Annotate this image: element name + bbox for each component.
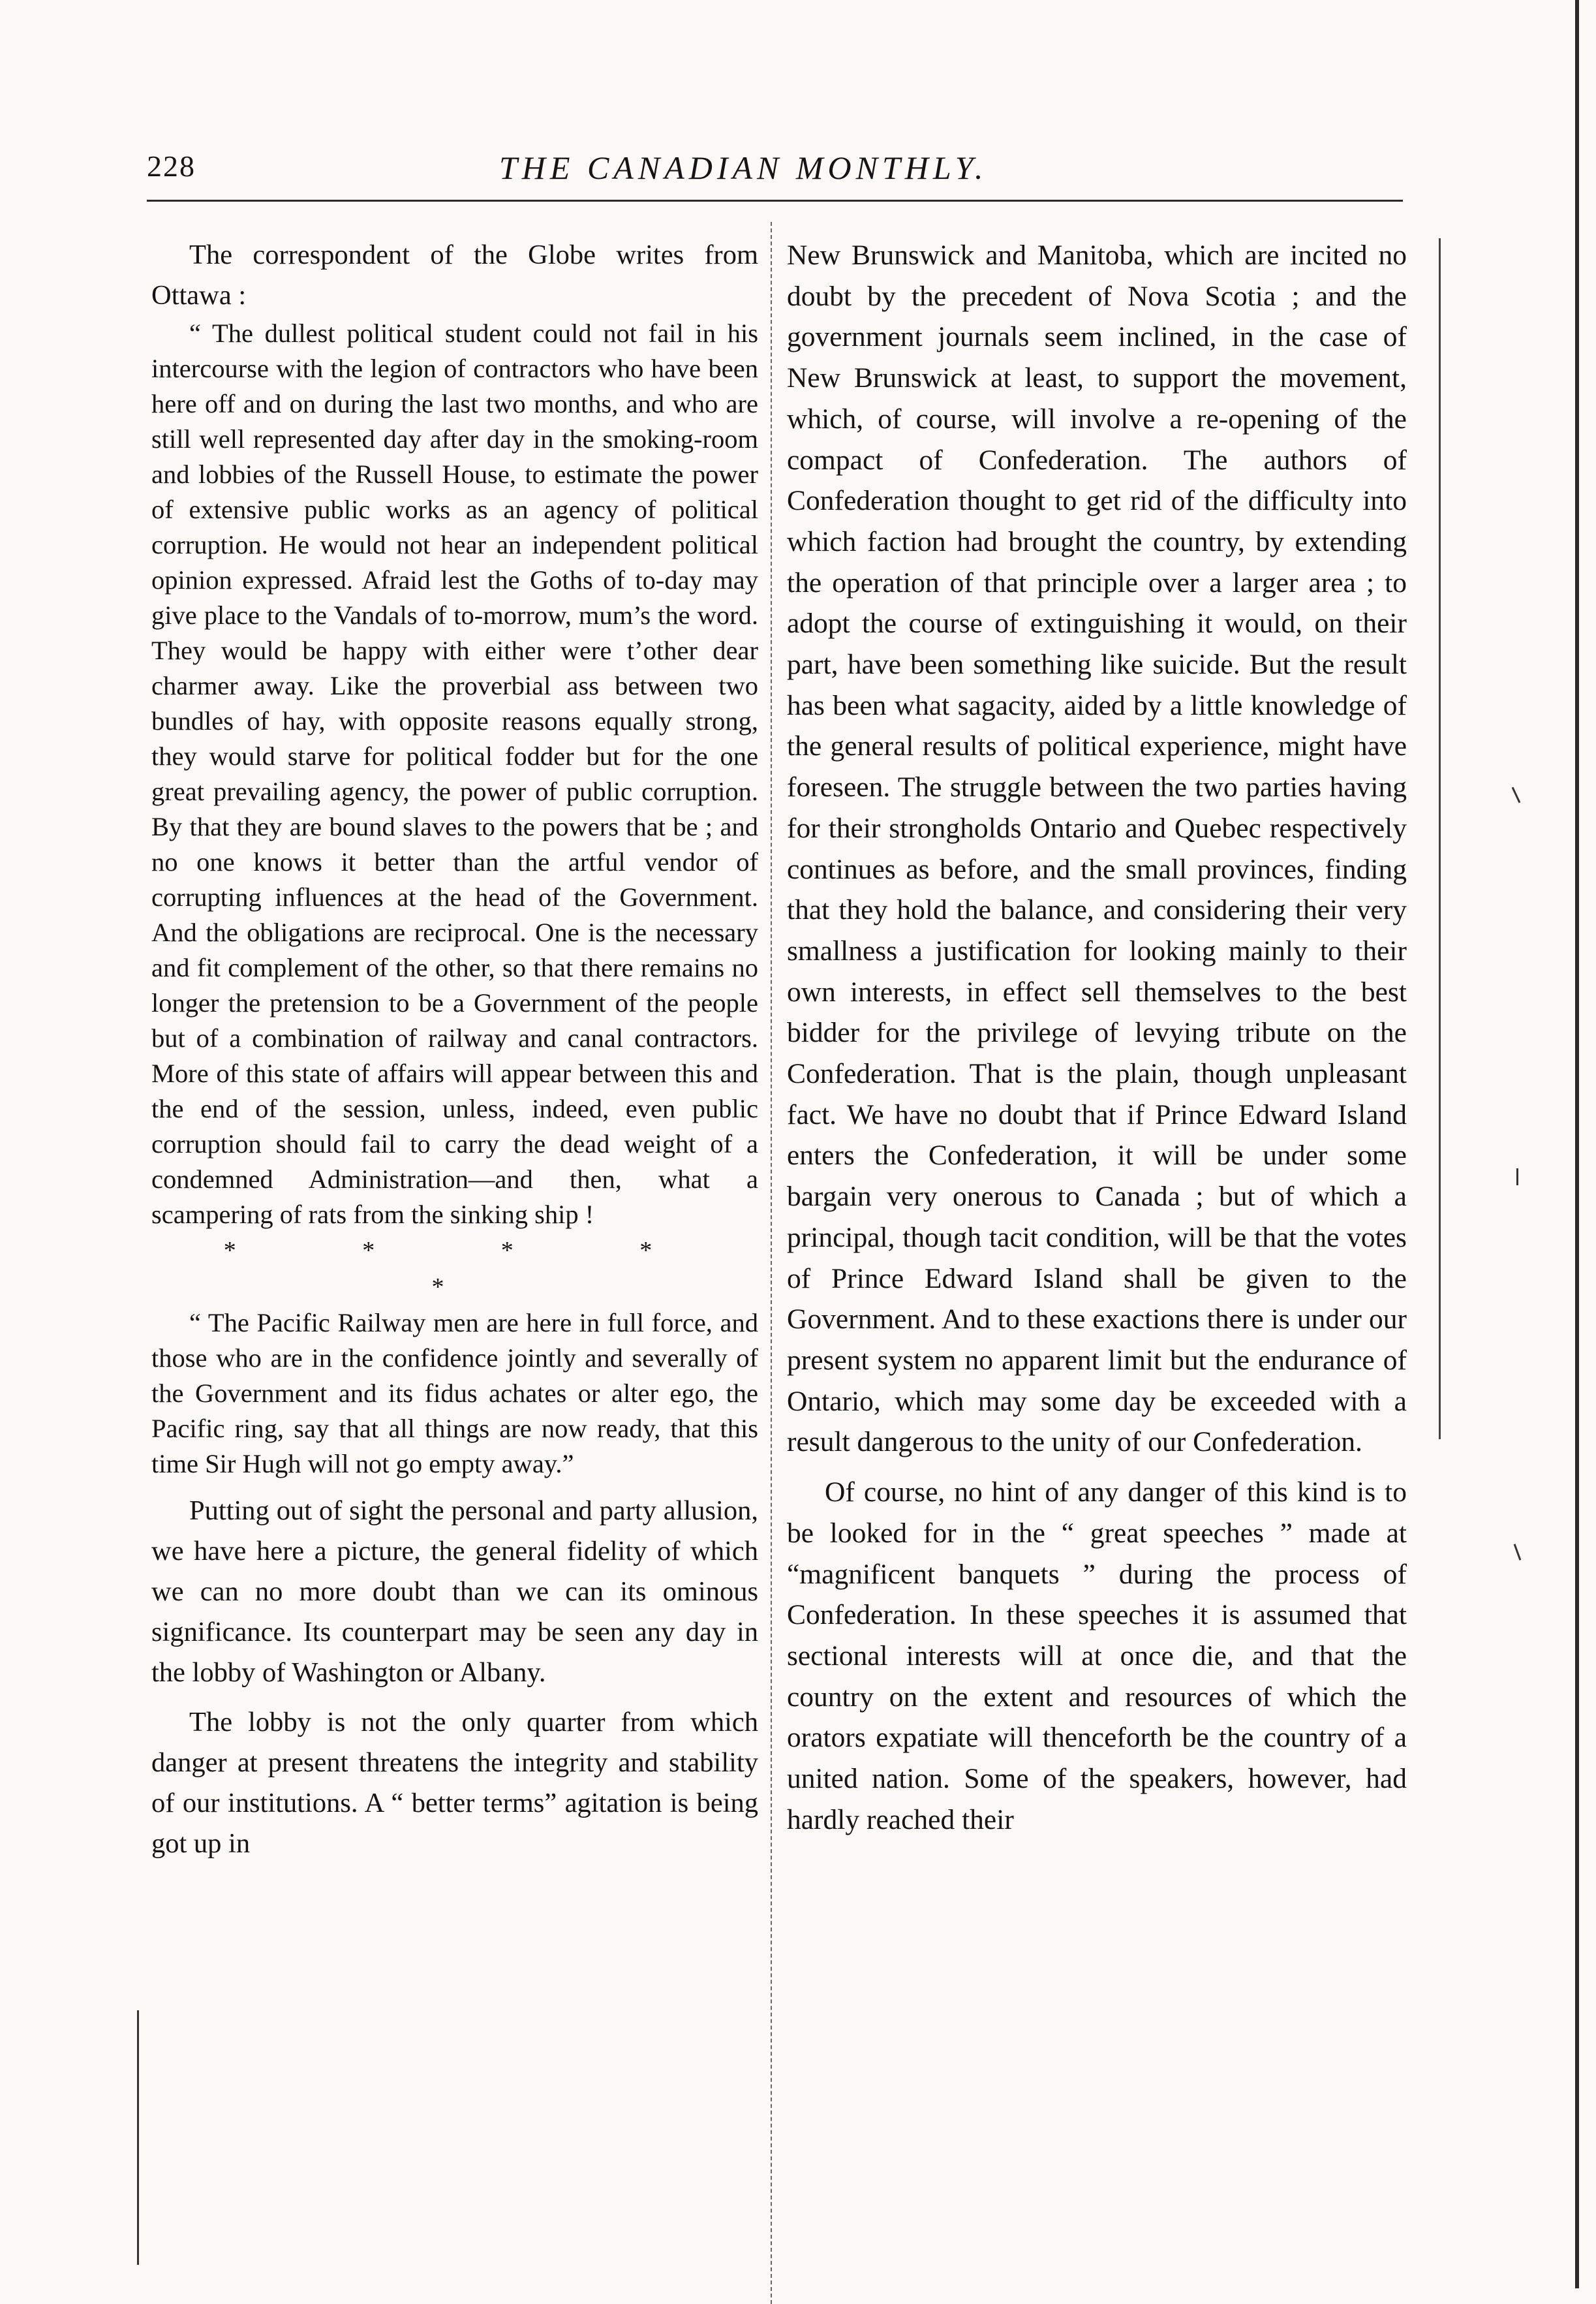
- margin-marking: [137, 2010, 139, 2265]
- right-column: [787, 235, 1407, 1840]
- header-rule: [147, 200, 1403, 202]
- page-header: [147, 149, 1413, 195]
- margin-marking: [1512, 787, 1521, 803]
- body-paragraph: The lobby is not the only quarter from which danger at present threatens the integrity and stability of our institutions. A “ better terms” agitation is being got up in: [151, 1707, 758, 1859]
- margin-marking: [1514, 1544, 1522, 1560]
- body-paragraph: Of course, no hint of any danger of this kind is to be looked for in the “ great speeches ” made at “magnificent banquets ” during the process of Confederation. In these speeches it is assumed that sectional interests will at once die, and that the country on the extent and resources of which the orators expatiate will thenceforth be the country of a united nation. Some of the speakers, however, had hardly reached their: [787, 1476, 1407, 1835]
- left-column: [151, 235, 758, 1864]
- page-binding-edge: [1575, 0, 1579, 2288]
- quote-paragraph: “ The dullest political student could not fail in his intercourse with the legion of contractors who have been here off and on during the last two months, and who are still well represented day after day in the smoking-room and lobbies of the Russell House, to estimate the power of extensive public works as an agency of political corruption. He would not hear an independent political opinion expressed. Afraid lest the Goths of to-day may give place to the Vandals of to-morrow, mum’s the word. They would be happy with either were t’other dear charmer away. Like the proverbial ass between two bundles of hay, with opposite reasons equally strong, they would starve for political fodder but for the one great prevailing agency, the power of public corruption. By that they are bound slaves to the powers that be ; and no one knows it better than the artful vendor of corrupting influences at the head of the Government. And the obligations are reciprocal. One is the necessary and fit complement of the other, so that there remains no longer the pretension to be a Government of the people but of a combination of railway and canal contractors. More of this state of affairs will appear between this and the end of the session, unless, indeed, even public corruption should fail to carry the dead weight of a condemned Administration—and then, what a scampering of rats from the sinking ship !: [151, 319, 758, 1229]
- margin-marking: [1516, 1168, 1518, 1185]
- running-title: THE CANADIAN MONTHLY.: [499, 149, 988, 186]
- section-break-stars: * * * * *: [223, 1237, 713, 1301]
- column-divider: [771, 222, 772, 2304]
- quote-paragraph: “ The Pacific Railway men are here in full force, and those who are in the confidence jointly and severally of the Government and its fidus achates or alter ego, the Pacific ring, say that all things are now ready, that this time Sir Hugh will not go empty away.”: [151, 1308, 758, 1478]
- intro-paragraph: The correspondent of the Globe writes from Ottawa :: [151, 240, 758, 311]
- body-paragraph: Putting out of sight the personal and party allusion, we have here a picture, the general fidelity of which we can no more doubt than we can its ominous significance. Its counterpart may be seen any day in the lobby of Washington or Albany.: [151, 1495, 758, 1688]
- body-paragraph: New Brunswick and Manitoba, which are incited no doubt by the precedent of Nova Scotia ; and the government journals seem inclined, in the case of New Brunswick at least, to support the movement, which, of course, will involve a re-opening of the compact of Confederation. The authors of Confederation thought to get rid of the difficulty into which faction had brought the country, by extending the operation of that principle over a larger area ; to adopt the course of extinguishing it would, on their part, have been something like suicide. But the result has been what sagacity, aided by a little knowledge of the general results of political experience, might have foreseen. The struggle between the two parties having for their strongholds Ontario and Quebec respectively continues as before, and the small provinces, finding that they hold the balance, and considering their very smallness a justification for looking mainly to their own interests, in effect sell themselves to the best bidder for the privilege of levying tribute on the Confederation. That is the plain, though unpleasant fact. We have no doubt that if Prince Edward Island enters the Confederation, it will be under some bargain very onerous to Canada ; but of which a principal, though tacit condition, will be that the votes of Prince Edward Island shall be given to the Government. And to these exactions there is under our present system no apparent limit but the endurance of Ontario, which may some day be exceeded with a result dangerous to the unity of our Confederation.: [787, 240, 1407, 1458]
- margin-marking: [1439, 238, 1441, 1439]
- page-number: 228: [147, 149, 196, 183]
